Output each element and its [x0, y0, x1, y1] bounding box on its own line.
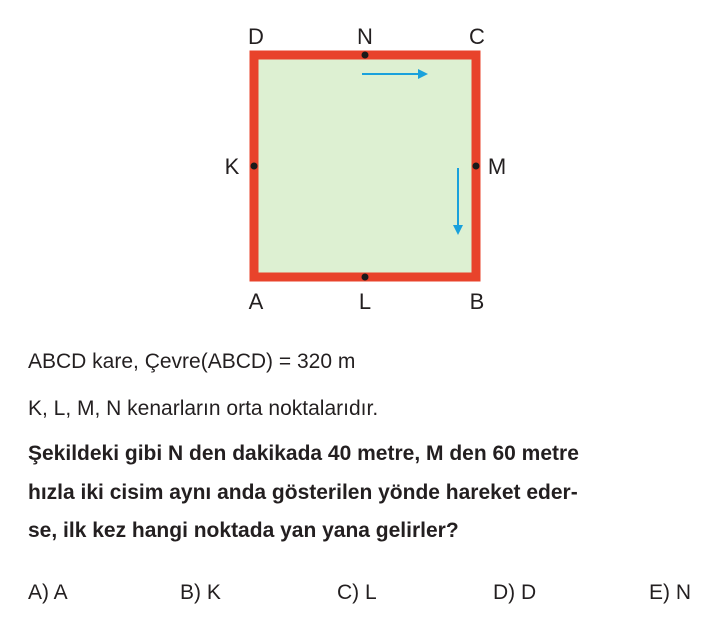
point-k: [251, 163, 258, 170]
choice-d[interactable]: D) D: [493, 581, 537, 604]
label-k: K: [224, 154, 240, 179]
label-n: N: [357, 24, 373, 49]
label-l: L: [358, 289, 372, 314]
point-n: [362, 52, 369, 59]
square-abcd: [254, 55, 476, 277]
choice-e[interactable]: E) N: [649, 581, 691, 604]
question-line-2: hızla iki cisim aynı anda gösterilen yönde hareket eder-: [28, 481, 578, 504]
label-b: B: [469, 289, 485, 314]
choice-a[interactable]: A) A: [28, 581, 68, 604]
question-line-3: se, ilk kez hangi noktada yan yana gelirler?: [28, 519, 459, 542]
choice-c[interactable]: C) L: [337, 581, 377, 604]
question-line-1: Şekildeki gibi N den dakikada 40 metre, M den 60 metre: [28, 442, 579, 465]
choice-b[interactable]: B) K: [180, 581, 221, 604]
label-d: D: [248, 24, 264, 49]
point-m: [473, 163, 480, 170]
given-text-midpoints: K, L, M, N kenarların orta noktalarıdır.: [28, 397, 379, 420]
label-a: A: [248, 289, 264, 314]
label-m: M: [487, 154, 507, 179]
label-c: C: [469, 24, 485, 49]
point-l: [362, 274, 369, 281]
given-text-perimeter: ABCD kare, Çevre(ABCD) = 320 m: [28, 350, 356, 373]
